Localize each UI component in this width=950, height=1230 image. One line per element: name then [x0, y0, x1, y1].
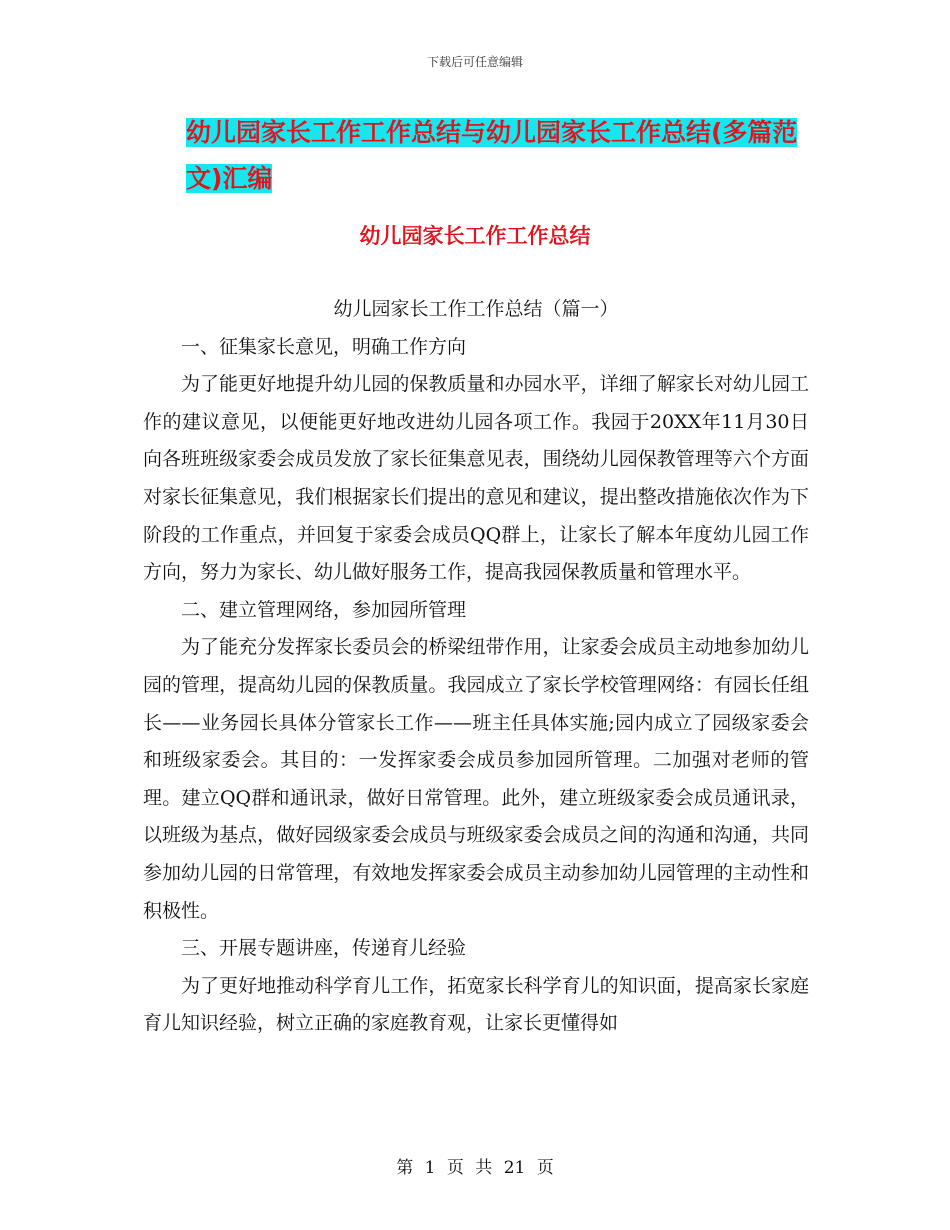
page-number: 第 1 页 共 21 页 — [396, 1158, 554, 1178]
paragraph-2: 为了能充分发挥家长委员会的桥梁纽带作用，让家委会成员主动地参加幼儿园的管理，提高幼儿园的保教质量。我园成立了家长学校管理网络：有园长任组长——业务园长具体分管家长工作——班主任具体实施;园内成立了园级家委会和班级家委会。其目的：一发挥家委会成员参加园所管理。二加强对老师的管理。建立QQ群和通讯录，做好日常管理。此外，建立班级家委会成员通讯录，以班级为基点，做好园级家委会成员与班级家委会成员之间的沟通和沟通，共同参加幼儿园的日常管理，有效地发挥家委会成员主动参加幼儿园管理的主动性和积极性。 — [143, 636, 809, 922]
document-title-text: 幼儿园家长工作工作总结与幼儿园家长工作总结(多篇范文)汇编 — [186, 118, 798, 193]
section-heading-1: 一、征集家长意见，明确工作方向 — [181, 335, 467, 358]
document-body — [143, 291, 809, 1043]
header-note: 下载后可任意编辑 — [426, 55, 523, 69]
section-title: 幼儿园家长工作工作总结 — [359, 224, 591, 248]
section-heading-2: 二、建立管理网络，参加园所管理 — [181, 598, 467, 621]
article-heading: 幼儿园家长工作工作总结（篇一） — [333, 298, 619, 320]
paragraph-3: 为了更好地推动科学育儿工作，拓宽家长科学育儿的知识面，提高家长家庭育儿知识经验，树立正确的家庭教育观，让家长更懂得如 — [143, 974, 809, 1035]
document-title — [186, 110, 826, 202]
paragraph-1: 为了能更好地提升幼儿园的保教质量和办园水平，详细了解家长对幼儿园工作的建议意见，以便能更好地改进幼儿园各项工作。我园于20XX年11月30日向各班班级家委会成员发放了家长征集意见表，围绕幼儿园保教管理等六个方面对家长征集意见，我们根据家长们提出的意见和建议，提出整改措施依次作为下阶段的工作重点，并回复于家委会成员QQ群上，让家长了解本年度幼儿园工作方向，努力为家长、幼儿做好服务工作，提高我园保教质量和管理水平。 — [143, 373, 809, 584]
section-heading-3: 三、开展专题讲座，传递育儿经验 — [181, 937, 467, 960]
